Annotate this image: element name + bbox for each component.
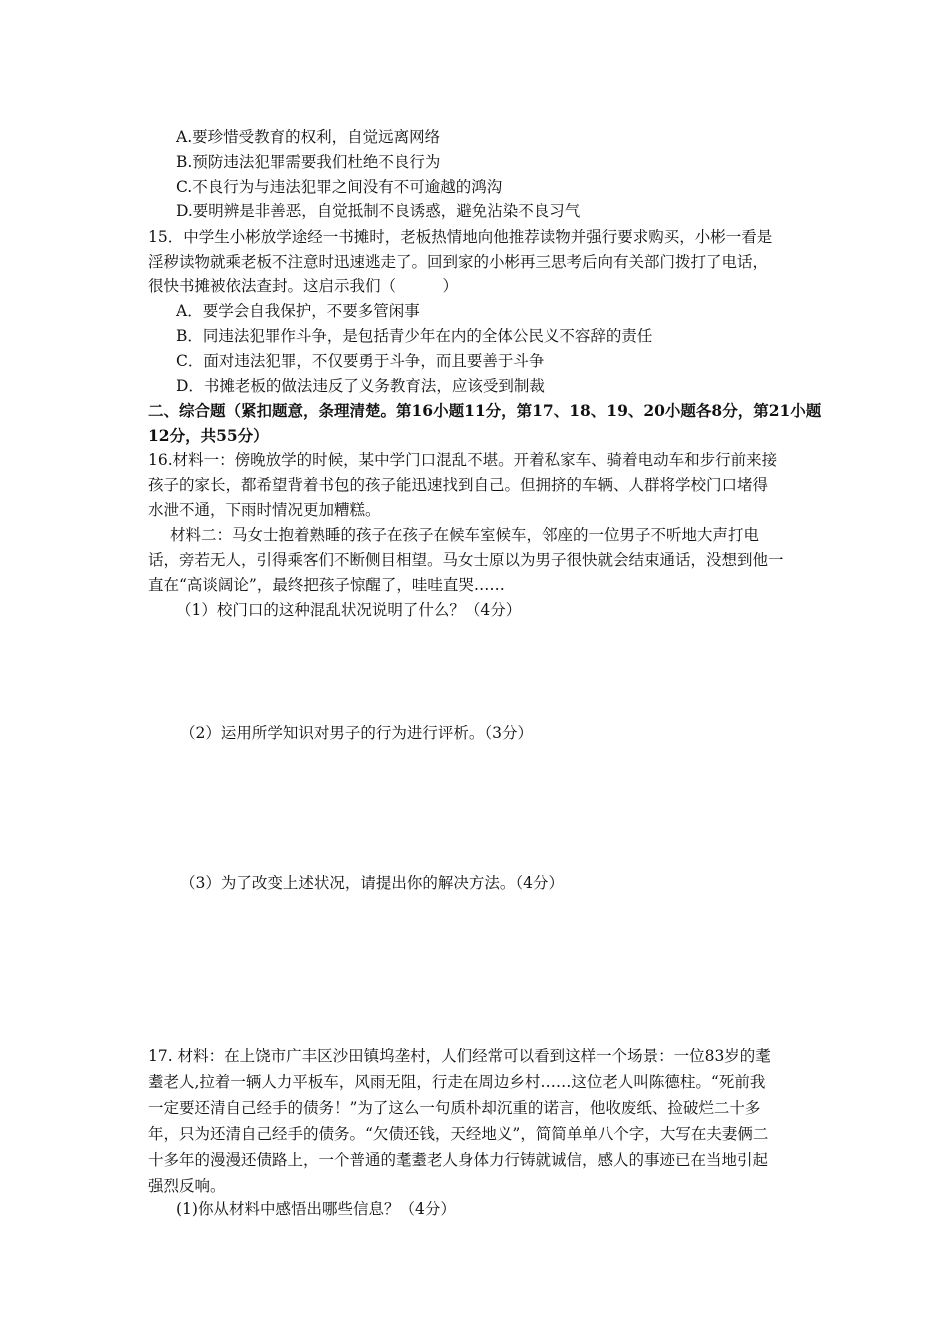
section-heading: 12分，共55分） [148, 426, 269, 445]
q14-option-c: C.不良行为与违法犯罪之间没有不可逾越的鸿沟 [176, 178, 503, 196]
q17-material-line: 17. 材料：在上饶市广丰区沙田镇坞垄村，人们经常可以看到这样一个场景：一位83岁的耄 [148, 1047, 771, 1065]
q17-material-line: 耋老人,拉着一辆人力平板车，风雨无阻，行走在周边乡村……这位老人叫陈德柱。“死前我 [148, 1073, 766, 1091]
q16-material2-line: 材料二：马女士抱着熟睡的孩子在孩子在候车室候车，邻座的一位男子不听地大声打电 [170, 526, 760, 544]
q16-material2-line: 话，旁若无人，引得乘客们不断侧目相望。马女士原以为男子很快就会结束通话，没想到他一 [148, 551, 784, 569]
q14-option-d: D.要明辨是非善恶，自觉抵制不良诱惑，避免沾染不良习气 [176, 202, 581, 220]
q16-material2-line: 直在“高谈阔论”，最终把孩子惊醒了，哇哇直哭…… [148, 576, 505, 594]
q16-subquestion-1: （1）校门口的这种混乱状况说明了什么？（4分） [176, 601, 522, 619]
q14-option-a: A.要珍惜受教育的权利，自觉远离网络 [176, 128, 441, 146]
q15-option-c: C．面对违法犯罪，不仅要勇于斗争，而且要善于斗争 [176, 352, 545, 370]
section-heading: 二、综合题（紧扣题意，条理清楚。第16小题11分，第17、18、19、20小题各8分，第21小题 [148, 401, 822, 420]
q16-subquestion-3: （3）为了改变上述状况，请提出你的解决方法。（4分） [180, 874, 564, 892]
q17-material-line: 强烈反响。 [148, 1177, 226, 1195]
q15-option-d: D．书摊老板的做法违反了义务教育法，应该受到制裁 [176, 377, 545, 395]
q15-stem-line: 淫秽读物就乘老板不注意时迅速逃走了。回到家的小彬再三思考后向有关部门拨打了电话， [148, 253, 769, 271]
q17-material-line: 年，只为还清自己经手的债务。“欠债还钱，天经地义”，简简单单八个字，大写在夫妻俩二 [148, 1125, 769, 1143]
q16-material1-line: 16.材料一：傍晚放学的时候，某中学门口混乱不堪。开着私家车、骑着电动车和步行前来接 [148, 451, 778, 469]
q16-material1-line: 孩子的家长，都希望背着书包的孩子能迅速找到自己。但拥挤的车辆、人群将学校门口堵得 [148, 476, 769, 494]
q16-subquestion-2: （2）运用所学知识对男子的行为进行评析。（3分） [180, 724, 533, 742]
q17-material-line: 十多年的漫漫还债路上，一个普通的耄耋老人身体力行铸就诚信，感人的事迹已在当地引起 [148, 1151, 769, 1169]
q14-option-b: B.预防违法犯罪需要我们杜绝不良行为 [176, 153, 441, 171]
q17-subquestion-1: (1)你从材料中感悟出哪些信息？（4分） [176, 1200, 456, 1218]
q17-material-line: 一定要还清自己经手的债务！”为了这么一句质朴却沉重的诺言，他收废纸、捡破烂二十多 [148, 1099, 761, 1117]
q15-option-a: A．要学会自我保护，不要多管闲事 [176, 302, 420, 320]
q15-option-b: B．同违法犯罪作斗争，是包括青少年在内的全体公民义不容辞的责任 [176, 327, 653, 345]
q15-stem-line: 很快书摊被依法查封。这启示我们（ ） [148, 277, 459, 295]
q15-stem-line: 15．中学生小彬放学途经一书摊时，老板热情地向他推荐读物并强行要求购买，小彬一看是 [148, 228, 773, 246]
q16-material1-line: 水泄不通，下雨时情况更加糟糕。 [148, 501, 381, 519]
